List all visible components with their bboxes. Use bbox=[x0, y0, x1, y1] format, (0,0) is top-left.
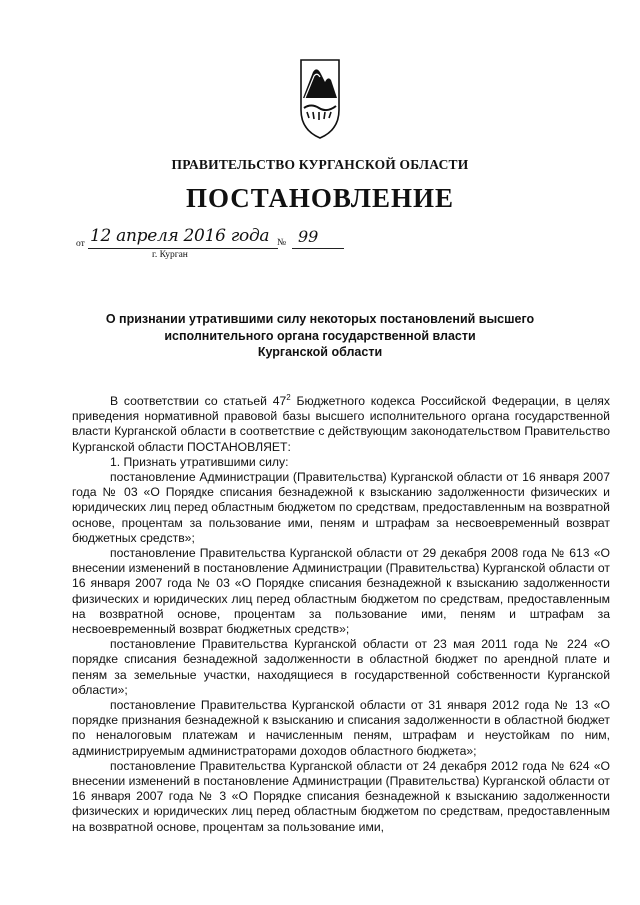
preamble-paragraph bbox=[72, 394, 610, 455]
repealed-act-paragraph: постановление Правительства Курганской области от 29 декабря 2008 года № 613 «О внесении изменений в постановление Администрации (Правительства) Курганской области от 16 января 2007 года № 03 «О Порядке списания безнадежной к взысканию задолженности физических и юридических лиц перед областным бюджетом по средствам, предоставленным на возвратной основе, процентам за пользование ими, пеням и штрафам за несвоевременный возврат бюджетных средств»; bbox=[72, 546, 610, 637]
number-underline bbox=[292, 248, 344, 249]
preamble-text-cont: Бюджетного кодекса Российской Федерации, в целях приведения нормативной правовой базы высшего исполнительного органа государственной власти Курганской области в соответствие с действующим законодательством Правительство Курганской области ПОСТАНОВЛЯЕТ: bbox=[72, 394, 611, 454]
title-line: исполнительного органа государственной власти bbox=[164, 328, 476, 343]
document-type-heading: ПОСТАНОВЛЕНИЕ bbox=[185, 183, 455, 213]
preamble-text: В соответствии со статьей 47 bbox=[110, 394, 287, 408]
superscript: 2 bbox=[286, 392, 291, 402]
government-name: ПРАВИТЕЛЬСТВО КУРГАНСКОЙ ОБЛАСТИ bbox=[171, 157, 469, 172]
repealed-act-paragraph: постановление Правительства Курганской области от 23 мая 2011 года № 224 «О порядке списания безнадежной задолженности в областной бюджет по арендной плате и пеням за земельные участки, находящиеся в государственной собственности Курганской области»; bbox=[72, 637, 610, 697]
handwritten-number: 99 bbox=[298, 227, 319, 246]
kurgan-coat-of-arms-icon bbox=[299, 58, 341, 140]
repealed-act-paragraph: постановление Правительства Курганской области от 31 января 2012 года № 13 «О порядке признания безнадежной к взысканию и списания задолженности в областной бюджет по неналоговым платежам и начисленным пеням, штрафам и неустойкам по ним, администрируемым администраторами доходов областного бюджета»; bbox=[72, 698, 610, 758]
title-line: Курганской области bbox=[257, 345, 383, 359]
title-line: О признании утратившими силу некоторых постановлений высшего bbox=[105, 312, 535, 326]
number-label: № bbox=[277, 238, 287, 248]
date-underline bbox=[88, 248, 278, 249]
document-title bbox=[80, 311, 560, 361]
from-label: от bbox=[76, 239, 85, 249]
clause-paragraph: 1. Признать утратившими силу: bbox=[110, 454, 289, 469]
repealed-act-paragraph: постановление Администрации (Правительства) Курганской области от 16 января 2007 года № 03 «О Порядке списания безнадежной к взысканию задолженности физических и юридических лиц перед областным бюджетом по средствам, предоставленным на возвратной основе, процентам за пользование ими, пеням и штрафам за несвоевременный возврат бюджетных средств»; bbox=[72, 470, 610, 545]
repealed-act-paragraph: постановление Правительства Курганской области от 24 декабря 2012 года № 624 «О внесении изменений в постановление Администрации (Правительства) Курганской области от 16 января 2007 года № 3 «О Порядке списания безнадежной к взысканию задолженности физических и юридических лиц перед областным бюджетом по средствам, предоставленным на возвратной основе, процентам за пользование ими, bbox=[72, 758, 610, 834]
handwritten-date: 12 апреля 2016 года bbox=[90, 226, 270, 246]
date-number-line bbox=[76, 226, 376, 262]
document-body bbox=[72, 394, 610, 835]
city-label: г. Курган bbox=[152, 250, 188, 260]
